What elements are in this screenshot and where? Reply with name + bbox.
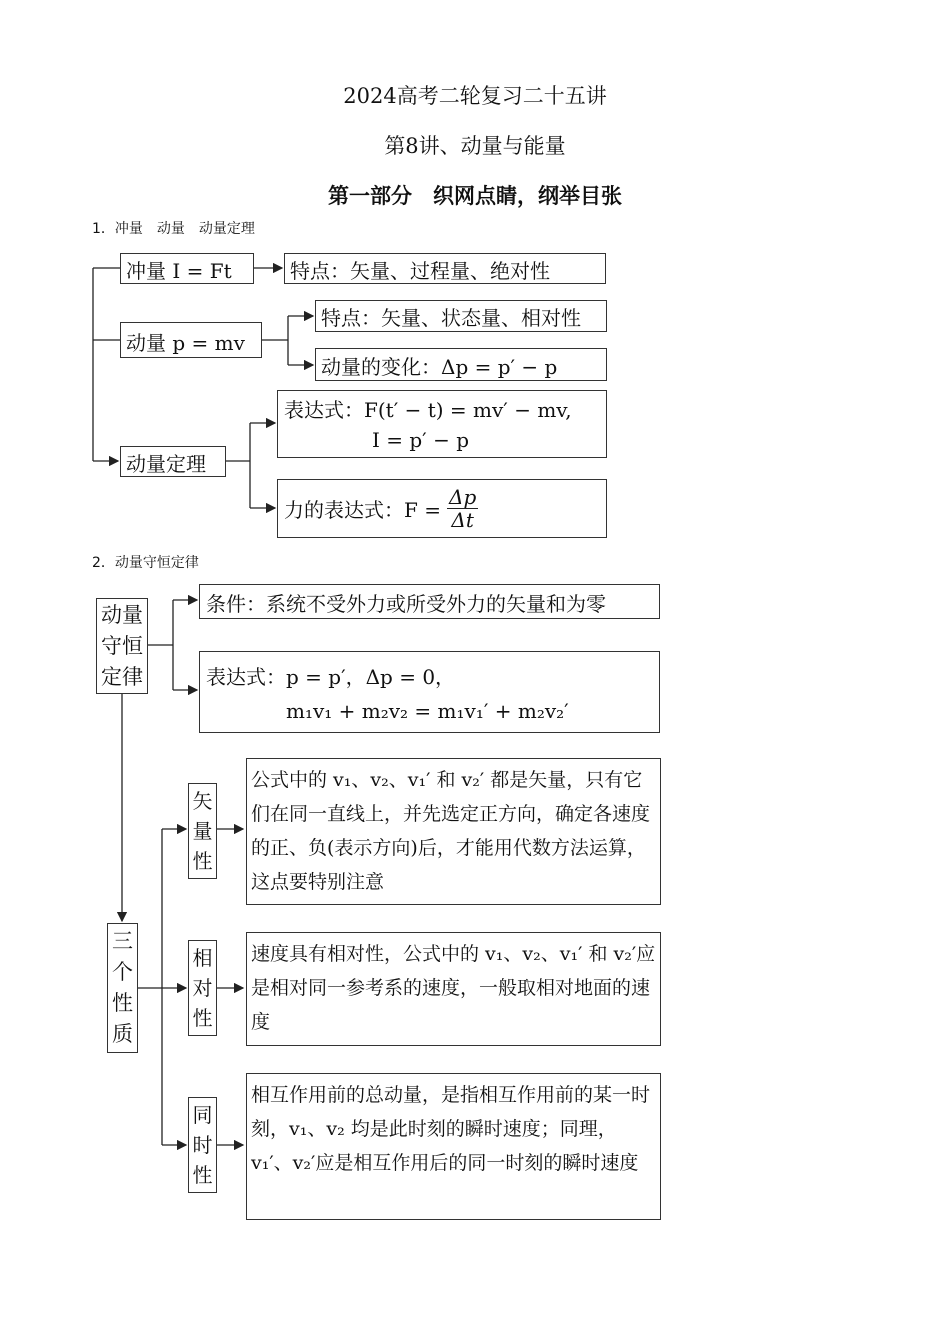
conservation-expr-line2: m₁v₁ + m₂v₂ = m₁v₁′ + m₂v₂′	[286, 699, 569, 723]
simultaneous-property-text: 相互作用前的总动量，是指相互作用前的某一时刻，v₁、v₂ 均是此时刻的瞬时速度；同理，v₁′、v₂′应是相互作用后的同一时刻的瞬时速度	[246, 1073, 661, 1220]
theorem-expr-line2: I = p′ − p	[372, 428, 469, 452]
theorem-expression-box	[277, 390, 607, 458]
lecture-title: 第8讲、动量与能量	[384, 134, 566, 158]
vector-property-box: 矢量性	[188, 783, 217, 879]
force-expression-box	[277, 479, 607, 538]
conservation-expr-line1: 表达式：p = p′，Δp = 0，	[206, 665, 456, 689]
doc-title: 2024高考二轮复习二十五讲	[343, 84, 607, 108]
momentum-box: 动量 p = mv	[120, 322, 262, 358]
theorem-expr-line1: 表达式：F(t′ − t) = mv′ − mv,	[284, 398, 572, 422]
section2-heading: 2．动量守恒定律	[92, 555, 199, 571]
momentum-feature-box: 特点：矢量、状态量、相对性	[315, 300, 607, 332]
relative-property-text: 速度具有相对性，公式中的 v₁、v₂、v₁′ 和 v₂′应是相对同一参考系的速度，一般取相对地面的速度	[246, 932, 661, 1046]
simultaneous-property-box: 同时性	[188, 1097, 217, 1193]
condition-box: 条件：系统不受外力或所受外力的矢量和为零	[199, 584, 660, 619]
force-fraction	[447, 486, 478, 531]
force-denominator: Δt	[451, 508, 474, 532]
vector-property-text: 公式中的 v₁、v₂、v₁′ 和 v₂′ 都是矢量，只有它们在同一直线上，并先选定正方向，确定各速度的正、负(表示方向)后，才能用代数方法运算，这点要特别注意	[246, 758, 661, 905]
part-title: 第一部分 织网点睛，纲举目张	[328, 184, 622, 208]
force-label: 力的表达式：F =	[284, 498, 441, 522]
impulse-feature-box: 特点：矢量、过程量、绝对性	[284, 253, 606, 284]
force-numerator: Δp	[449, 485, 477, 509]
three-properties-box: 三个性质	[107, 923, 138, 1053]
momentum-change-box: 动量的变化：Δp = p′ − p	[315, 348, 607, 381]
impulse-box: 冲量 I = Ft	[120, 253, 254, 284]
conservation-law-box: 动量守恒定律	[96, 598, 148, 694]
relative-property-box: 相对性	[188, 940, 217, 1036]
section1-heading: 1．冲量 动量 动量定理	[92, 221, 255, 237]
theorem-box: 动量定理	[120, 446, 226, 477]
conservation-expression-box	[199, 651, 660, 733]
